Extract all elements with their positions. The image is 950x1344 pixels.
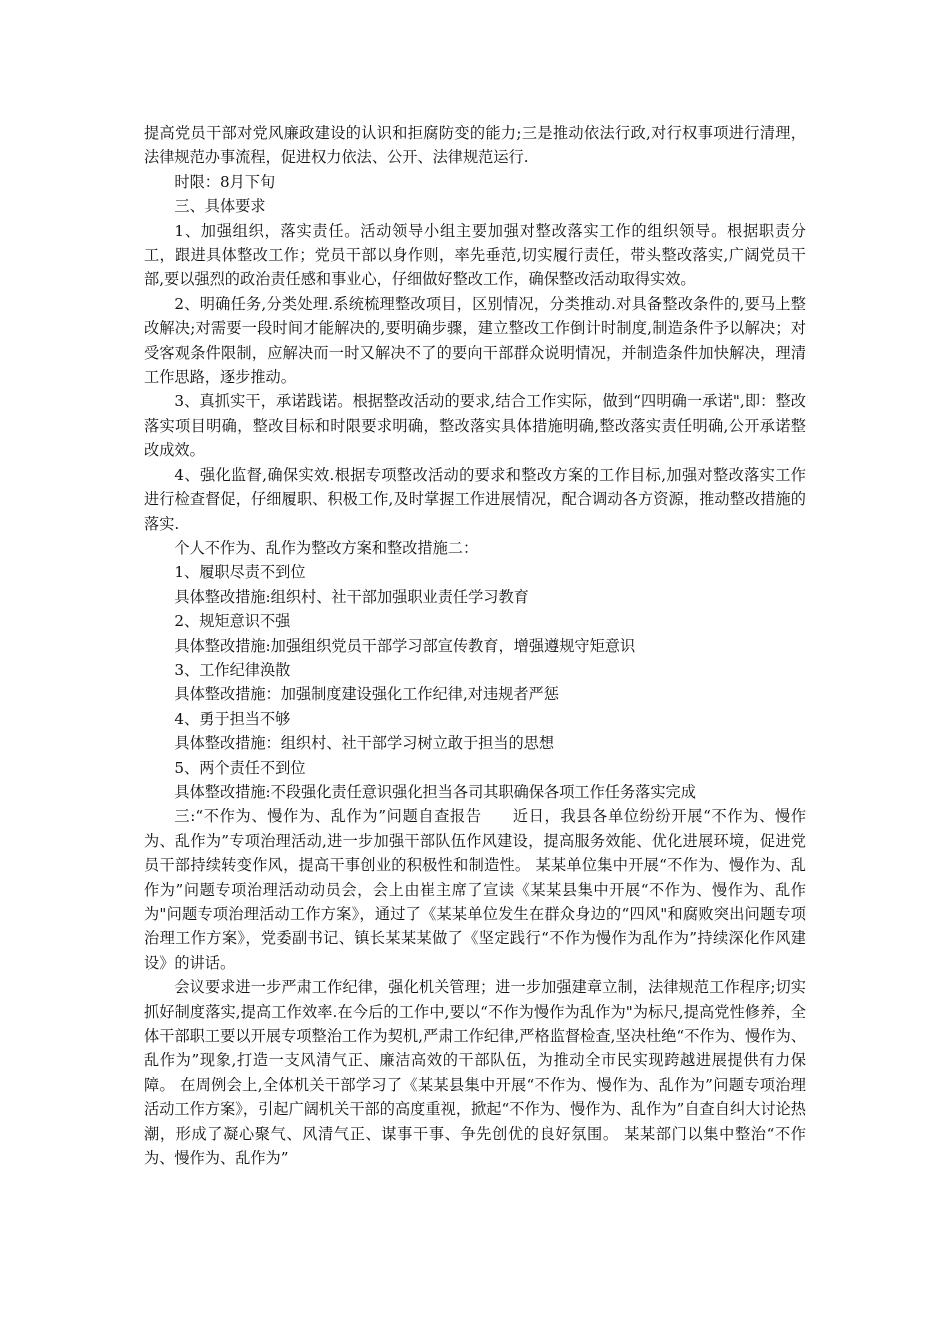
paragraph-deadline: 时限：8月下旬 — [174, 172, 276, 191]
section-heading-plan-two: 个人不作为、乱作为整改方案和整改措施二： — [174, 538, 479, 557]
list-item-issue-5: 5、两个责任不到位 — [174, 758, 306, 777]
paragraph-meeting-requirements: 会议要求进一步严肃工作纪律，强化机关管理；进一步加强建章立制，法律规范工作程序;切实抓好制度落实,提高工作效率.在今后的工作中,要以“不作为慢作为乱作为"为标尺,提高党性修养，全体干部职工要以开展专项整治工作为契机,严肃工作纪律,严格监督检查,坚决杜绝“不作为、慢作为、乱作为”现象,打造一支风清气正、廉洁高效的干部队伍，为推动全市民实现跨越进展提供有力保障。 在周例会上,全体机关干部学习了《某某县集中开展“不作为、慢作为、乱作为”问题专项治理活动工作方案》，引起广阔机关干部的高度重视，掀起“不作为、慢作为、乱作为”自查自纠大讨论热潮，形成了凝心聚气、风清气正、谋事干事、争先创优的良好氛围。 某某部门以集中整治“不作为、慢作为、乱作为” — [144, 978, 806, 1168]
list-item-measure-5: 具体整改措施:不段强化责任意识强化担当各司其职确保各项工作任务落实完成 — [174, 782, 696, 801]
paragraph-self-check-report — [144, 804, 806, 975]
list-item-issue-4: 4、勇于担当不够 — [174, 709, 291, 728]
paragraph-requirement-3: 3、真抓实干，承诺践诺。根据整改活动的要求,结合工作实际，做到“四明确一承诺",即：整改落实项目明确，整改目标和时限要求明确，整改落实具体措施明确,整改落实责任明确,公开承诺整改成效。 — [144, 392, 806, 460]
list-item-issue-3: 3、工作纪律涣散 — [174, 660, 291, 679]
list-item-issue-2: 2、规矩意识不强 — [174, 612, 291, 631]
report-title: 三:“不作为、慢作为、乱作为”问题自查报告 — [174, 807, 482, 826]
report-body: 近日，我县各单位纷纷开展“不作为、慢作为、乱作为”专项治理活动,进一步加强干部队伍作风建设，提高服务效能、优化进展环境，促进党员干部持续转变作风，提高干事创业的积极性和制造性。 某某单位集中开展“不作为、慢作为、乱作为”问题专项治理活动动员会，会上由崔主席了宣读《某某县集中开展“不作为、慢作为、乱作为"问题专项治理活动工作方案》，通过了《某某单位发生在群众身边的“四风"和腐败突出问题专项治理工作方案》，党委副书记、镇长某某某做了《坚定践行“不作为慢作为乱作为”持续深化作风建设》的讲话。 — [144, 807, 807, 972]
paragraph-requirement-4: 4、强化监督,确保实效.根据专项整改活动的要求和整改方案的工作目标,加强对整改落实工作进行检查督促，仔细履职、积极工作,及时掌握工作进展情况，配合调动各方资源，推动整改措施的落实. — [144, 465, 806, 533]
document-body — [144, 121, 806, 1170]
list-item-measure-2: 具体整改措施:加强组织党员干部学习部宣传教育，增强遵规守矩意识 — [174, 636, 636, 655]
paragraph-requirement-1: 1、加强组织，落实责任。活动领导小组主要加强对整改落实工作的组织领导。根据职责分工，跟进具体整改工作；党员干部以身作则，率先垂范,切实履行责任，带头整改落实,广阔党员干部,要以强烈的政治责任感和事业心，仔细做好整改工作，确保整改活动取得实效。 — [144, 221, 806, 289]
list-item-issue-1: 1、履职尽责不到位 — [174, 563, 306, 582]
list-item-measure-4: 具体整改措施：组织村、社干部学习树立敢于担当的思想 — [174, 734, 555, 753]
paragraph-requirement-2: 2、明确任务,分类处理.系统梳理整改项目，区别情况，分类推动.对具备整改条件的,要马上整改解决;对需要一段时间才能解决的,要明确步骤，建立整改工作倒计时制度,制造条件予以解决；对受客观条件限制，应解决而一时又解决不了的要向干部群众说明情况，并制造条件加快解决，理清工作思路，逐步推动。 — [144, 294, 806, 387]
list-item-measure-1: 具体整改措施:组织村、社干部加强职业责任学习教育 — [174, 587, 529, 606]
paragraph-continued: 提高党员干部对党风廉政建设的认识和拒腐防变的能力;三是推动依法行政,对行权事项进行清理，法律规范办事流程，促进权力依法、公开、法律规范运行. — [144, 124, 806, 167]
section-heading-requirements: 三、具体要求 — [174, 197, 266, 216]
list-item-measure-3: 具体整改措施：加强制度建设强化工作纪律,对违规者严惩 — [174, 685, 559, 704]
